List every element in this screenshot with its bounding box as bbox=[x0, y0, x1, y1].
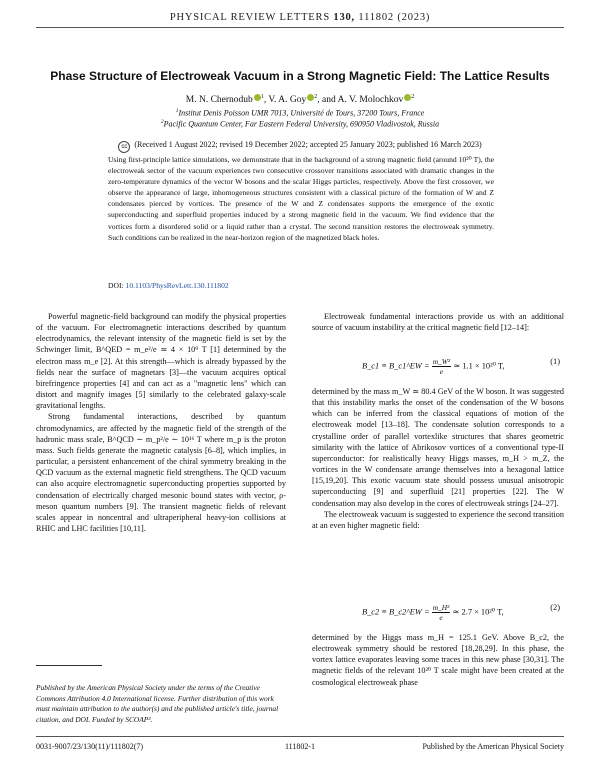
affiliation-1-text: Institut Denis Poisson UMR 7013, Université de Tours, 37200 Tours, France bbox=[178, 108, 425, 118]
eq1-numerator: m_W² bbox=[432, 357, 451, 366]
right-column bbox=[312, 311, 564, 333]
doi-label: DOI: bbox=[108, 281, 124, 290]
author-1-affil: 1 bbox=[260, 94, 264, 100]
received-text: (Received 1 August 2022; revised 19 December 2022; accepted 25 January 2023; published 16 March 2023) bbox=[134, 140, 482, 149]
right-column-end bbox=[312, 632, 564, 688]
article-id: 111802 (2023) bbox=[358, 12, 431, 23]
eq2-fraction bbox=[432, 603, 451, 622]
eq1-fraction bbox=[432, 357, 451, 376]
affiliation-1 bbox=[0, 108, 600, 118]
eq2-denominator: e bbox=[439, 613, 443, 622]
body-paragraph: determined by the Higgs mass m_H = 125.1 GeV. Above B_c2, the electroweak symmetry should be restored [18,28,29]. In this phase, the vortex lattice evaporates leaving some traces in this new phase [30,31]. The magnetic fields of the relevant 10²⁰ T scale might have been created at the cosmological electroweak phase bbox=[312, 633, 564, 687]
journal-header bbox=[0, 12, 600, 23]
body-paragraph: Electroweak fundamental interactions provide us with an additional source of vacuum instability at the critical magnetic field [12–14]: bbox=[312, 312, 564, 333]
author-list: M. N. Chernodub $^1$, V. A. Goy $^2$, and A. V. Molochkov $^2$ bbox=[185, 94, 415, 106]
footer-rule bbox=[36, 736, 564, 737]
affiliation-2-sup: 2 bbox=[160, 119, 164, 125]
body-paragraph: Powerful magnetic-field background can modify the physical properties of the vacuum. For electromagnetic interactions described by quantum electrodynamics, the relevant intensity of the magnetic field is set by the Schwinger limit, B^QED = m_e²/e ≃ 4 × 10⁹ T [1] determined by the electron mass m_e [2]. At this strength—which is already bypassed by the fields near the surface of magnetars [3]—the vacuum acquires optical birefringence properties [4] and can act as a "magnetic lens" which can distort and magnify images [5] similarly to the celebrated galaxy-scale gravitational lengths. bbox=[36, 312, 286, 411]
left-column bbox=[36, 311, 286, 534]
eq1-denominator: e bbox=[439, 367, 444, 376]
affiliation-2 bbox=[0, 119, 600, 129]
doi-link[interactable]: 10.1103/PhysRevLett.130.111802 bbox=[125, 281, 229, 290]
eq1-rhs: ≃ 1.1 × 10²⁰ T, bbox=[453, 361, 505, 371]
paper-title: Phase Structure of Electroweak Vacuum in a Strong Magnetic Field: The Lattice Results bbox=[50, 69, 550, 83]
journal-name: PHYSICAL REVIEW LETTERS bbox=[169, 12, 330, 23]
footer-publisher: Published by the American Physical Society bbox=[422, 742, 564, 751]
eq2-numerator: m_H² bbox=[432, 603, 450, 612]
author-1[interactable]: M. N. Chernodub bbox=[185, 95, 253, 106]
author-3-affil: 2 bbox=[411, 94, 415, 100]
author-and: and bbox=[322, 95, 336, 106]
author-3[interactable]: A. V. Molochkov bbox=[337, 95, 404, 106]
open-access-icon: cc bbox=[118, 141, 130, 153]
eq2-number: (2) bbox=[550, 603, 560, 612]
license-footnote: Published by the American Physical Society under the terms of the Creative Commons Attribution 4.0 International license. Further distribution of this work must maintain attribution to the author(s) and the published article's title, journal citation, and DOI. Funded by SCOAP³. bbox=[36, 683, 279, 724]
author-2[interactable]: V. A. Goy bbox=[268, 95, 307, 106]
body-paragraph: Strong fundamental interactions, described by quantum chromodynamics, are affected by the magnetic field of the strength of the hadronic mass scale, B^QCD ∼ m_p²/e ∼ 10¹⁶ T where m_p is the proton mass. Such fields generate the magnetic catalysis [6–8], which implies, in particular, a persistent enhancement of the chiral symmetry breaking in the QCD vacuum as the external magnetic field strengthens. The QCD vacuum can also acquire electromagnetic superconducting properties supported by condensation of electrically charged mesonic bound states with vector, ρ-meson quantum numbers [9]. The transient magnetic fields of relevant scales appear in noncentral and ultraperipheral heavy-ion collisions at RHIC and LHC facilities [10,11]. bbox=[36, 412, 286, 533]
eq2-lhs: B_c2 ≡ B_c2^EW = bbox=[362, 607, 430, 617]
journal-volume: 130, bbox=[333, 12, 355, 23]
footnote-rule bbox=[36, 665, 102, 666]
eq1-lhs: B_c1 ≡ B_c1^EW = bbox=[362, 361, 430, 371]
right-column-cont bbox=[312, 386, 564, 531]
author-2-affil: 2 bbox=[314, 94, 318, 100]
eq2-rhs: ≃ 2.7 × 10²⁰ T, bbox=[452, 607, 504, 617]
footer-page-number: 111802-1 bbox=[284, 742, 316, 751]
equation-2 bbox=[312, 603, 564, 622]
received-dates bbox=[0, 140, 600, 153]
affiliation-2-text: Pacific Quantum Center, Far Eastern Federal University, 690950 Vladivostok, Russia bbox=[163, 119, 440, 129]
footer-issn: 0031-9007/23/130(11)/111802(7) bbox=[36, 742, 144, 751]
body-paragraph: The electroweak vacuum is suggested to experience the second transition at an even higher magnetic field: bbox=[312, 509, 564, 530]
header-rule bbox=[36, 27, 564, 28]
eq1-number: (1) bbox=[550, 357, 560, 366]
affiliation-1-sup: 1 bbox=[175, 108, 179, 114]
abstract: Using first-principle lattice simulations, we demonstrate that in the background of a strong magnetic field (around 10²⁰ T), the electroweak sector of the vacuum experiences two consecutive crossover transitions associated with dramatic changes in the zero-temperature dynamics of the vector W bosons and the scalar Higgs particles, respectively. Above the first crossover, we observe the appearance of large, inhomogeneous structures consistent with a classical picture of the formation of W and Z condensates pierced by vortices. The presence of the W and Z condensates supports the emergence of the exotic superconducting and superfluid properties induced by a strong magnetic field in the vacuum. We find evidence that the vortices form a disordered solid or a liquid rather than a crystal. The second transition restores the electroweak symmetry. Such conditions can be realized in the near-horizon region of the magnetized black holes. bbox=[108, 155, 494, 242]
doi-line bbox=[108, 281, 229, 290]
equation-1 bbox=[312, 357, 564, 376]
body-paragraph: determined by the mass m_W ≃ 80.4 GeV of the W boson. It was suggested that this instability marks the onset of the condensation of the W bosons which can be inferred from the classical equations of motion of the electroweak model [13–18]. The condensate solution corresponds to a crystalline order of parallel vortexlike structures that shares geometric similarity with the lattice of Abrikosov vortices of a conventional type-II superconductor: for realistically heavy Higgs masses, m_H > m_Z, the vortices in the W condensate arrange themselves into a hexagonal lattice [15,19,20]. This exotic vacuum state should possess unusual anisotropic superconducting [9] and superfluid [21] properties [22]. The W condensation may also develop in the cores of electroweak strings [24–27]. bbox=[312, 387, 564, 508]
orcid-icon[interactable] bbox=[254, 94, 261, 101]
